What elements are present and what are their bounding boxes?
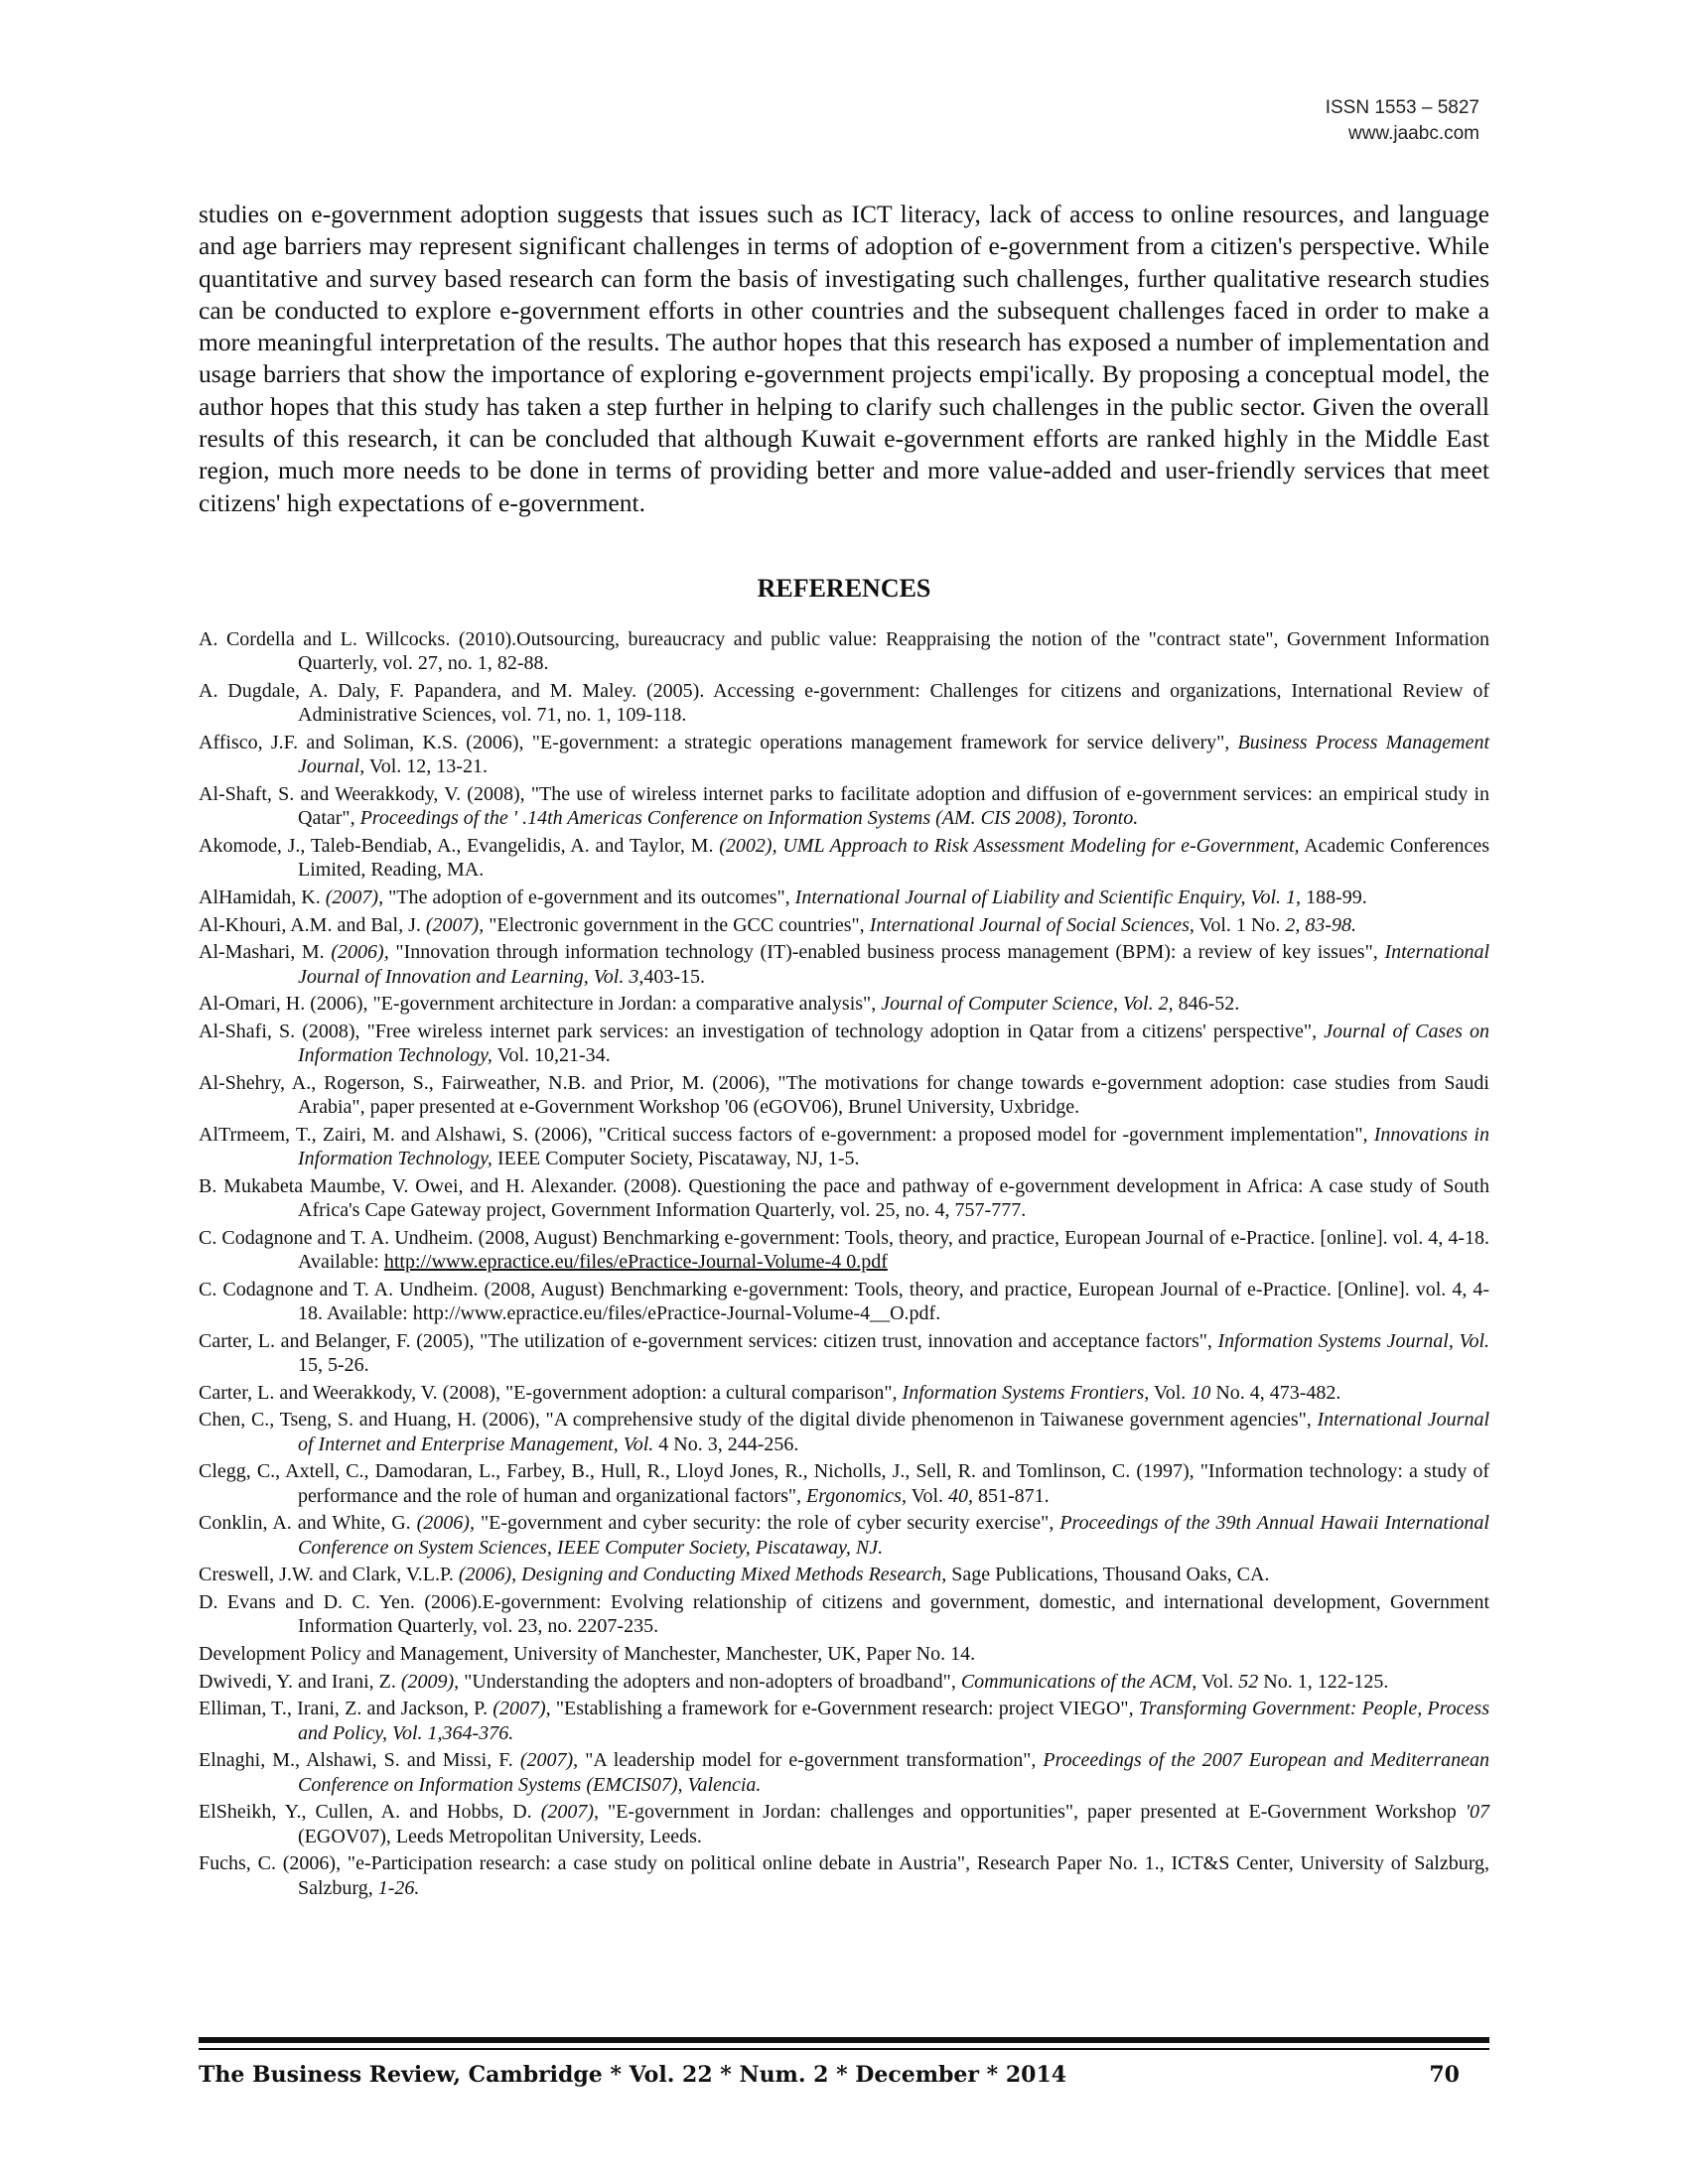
reference-text: D. Evans and D. C. Yen. (2006).E-government: Evolving relationship of citizens and government, domestic, and international development, Government Information Quarterly, vol. 23, no. 2207-235. [199, 1590, 1489, 1638]
reference-italic-text: Proceedings of the 39th Annual Hawaii International Conference on System Sciences, IEEE Computer Society, Piscataway, NJ. [298, 1512, 1489, 1559]
reference-italic-text: Ergonomics, [806, 1484, 907, 1507]
reference-item [199, 1851, 1489, 1900]
reference-text: C. Codagnone and T. A. Undheim. (2008, August) Benchmarking e-government: Tools, theory, and practice, European Journal of e-Practice. [Online]. vol. 4, 4-18. Available: http://www.epractice.eu/files/ePractice-Journal-Volume-4__O.pdf. [199, 1278, 1489, 1325]
reference-text: Vol. [1149, 1381, 1192, 1404]
reference-text: Chen, C., Tseng, S. and Huang, H. (2006), "A comprehensive study of the digital divide phenomenon in Taiwanese government agencies", [199, 1409, 1318, 1432]
reference-italic-text: 1-26. [377, 1876, 420, 1899]
reference-text: "E-government in Jordan: challenges and opportunities", paper presented at E-Government Workshop [599, 1801, 1466, 1824]
footer-rule-thick [199, 2037, 1489, 2043]
reference-text: Academic Conferences Limited, Reading, MA. [298, 835, 1489, 882]
reference-text: "Understanding the adopters and non-adopters of broadband", [459, 1670, 961, 1693]
reference-text: Conklin, A. and White, G. [199, 1512, 417, 1535]
reference-italic-text: Information Systems Journal, Vol. [1217, 1329, 1490, 1352]
reference-text: Al-Shaft, S. and Weerakkody, V. (2008), "The use of wireless internet parks to facilitate adoption and diffusion of e-government services: an empirical study in Qatar", [199, 783, 1489, 830]
reference-italic-text: (2006), Designing and Conducting Mixed Methods Research, [458, 1564, 947, 1586]
reference-italic-text: 10 [1191, 1381, 1211, 1404]
reference-italic-text: 52 [1238, 1670, 1259, 1693]
reference-text: No. 4, 473-482. [1210, 1381, 1341, 1404]
footer-rule-thin [199, 2048, 1489, 2050]
reference-italic-text: Journal of Cases on Information Technology, [298, 1020, 1489, 1067]
reference-text: Elliman, T., Irani, Z. and Jackson, P. [199, 1698, 493, 1720]
reference-text: Carter, L. and Belanger, F. (2005), "The utilization of e-government services: citizen trust, innovation and acceptance factors", [199, 1329, 1218, 1352]
reference-item [199, 782, 1489, 831]
reference-item [199, 731, 1489, 779]
reference-italic-text: Innovations in Information Technology, [298, 1123, 1489, 1170]
reference-text: C. Codagnone and T. A. Undheim. (2008, August) Benchmarking e-government: Tools, theory, and practice, European Journal of e-Practice. [online]. vol. 4, 4-18. Available: [199, 1226, 1489, 1274]
reference-item [199, 1071, 1489, 1120]
reference-italic-text: International Journal of Internet and Enterprise Management, Vol. [298, 1409, 1490, 1455]
reference-text: Al-Shafi, S. (2008), "Free wireless internet park services: an investigation of technology adoption in Qatar from a citizens' perspective", [199, 1020, 1325, 1042]
reference-item [199, 1642, 1489, 1666]
reference-italic-text: (2007), [492, 1698, 551, 1720]
reference-item [199, 1590, 1489, 1639]
reference-item [199, 1800, 1489, 1848]
reference-text: B. Mukabeta Maumbe, V. Owei, and H. Alexander. (2008). Questioning the pace and pathway of e-government development in Africa: A case study of South Africa's Cape Gateway project, Government Information Quarterly, vol. 25, no. 4, 757-777. [199, 1174, 1489, 1222]
body-paragraph: studies on e-government adoption suggests that issues such as ICT literacy, lack of access to online resources, and language and age barriers may represent significant challenges in terms of adoption of e-government from a citizen's perspective. While quantitative and survey based research can form the basis of investigating such challenges, further qualitative research studies can be conducted to explore e-government efforts in other countries and the subsequent challenges faced in order to make a more meaningful interpretation of the results. The author hopes that this research has exposed a number of implementation and usage barriers that show the importance of exploring e-government projects empi'ically. By proposing a conceptual model, the author hopes that this study has taken a step further in helping to clarify such challenges in the public sector. Given the overall results of this research, it can be concluded that although Kuwait e-government efforts are ranked highly in the Middle East region, much more needs to be done in terms of providing better and more value-added and user-friendly services that meet citizens' high expectations of e-government. [199, 200, 1489, 517]
reference-text: No. 1, 122-125. [1258, 1670, 1389, 1693]
reference-text: Al-Mashari, M. [199, 941, 332, 964]
reference-italic-text: (2006), [331, 941, 389, 964]
reference-text: Clegg, C., Axtell, C., Damodaran, L., Farbey, B., Hull, R., Lloyd Jones, R., Nicholls, J., Sell, R. and Tomlinson, C. (1997), "Information technology: a study of performance and the role of human and organizational factors", [199, 1460, 1489, 1507]
reference-italic-text: Communications of the ACM, [960, 1670, 1197, 1693]
reference-text: "A leadership model for e-government transformation", [578, 1749, 1044, 1772]
reference-text: Vol. [1196, 1670, 1239, 1693]
reference-item [199, 913, 1489, 937]
reference-item [199, 1381, 1489, 1405]
reference-italic-text: Journal of Computer Science, Vol. 2, [881, 993, 1174, 1016]
reference-italic-text: (2007), [425, 913, 485, 936]
journal-citation: The Business Review, Cambridge * Vol. 22 * Num. 2 * December * 2014 [199, 2062, 1067, 2088]
reference-text: Fuchs, C. (2006), "e-Participation research: a case study on political online debate in Austria", Research Paper No. 1., ICT&S Center, University of Salzburg, Salzburg, [199, 1852, 1489, 1899]
reference-item [199, 1697, 1489, 1745]
reference-text: AlTrmeem, T., Zairi, M. and Alshawi, S. (2006), "Critical success factors of e-government: a proposed model for -government implementation", [199, 1123, 1374, 1146]
reference-italic-text: International Journal of Innovation and Learning, Vol. 3, [298, 941, 1489, 988]
reference-text: Development Policy and Management, University of Manchester, Manchester, UK, Paper No. 14. [199, 1642, 976, 1665]
reference-item [199, 940, 1489, 989]
website-label: www.jaabc.com [1348, 123, 1479, 144]
reference-text: Vol. 10,21-34. [492, 1044, 611, 1067]
reference-item [199, 1459, 1489, 1508]
reference-text: Al-Khouri, A.M. and Bal, J. [199, 913, 426, 936]
page-number: 70 [1429, 2062, 1460, 2088]
reference-text: Vol. 12, 13-21. [364, 755, 488, 778]
reference-italic-text: Business Process Management Journal, [298, 732, 1489, 778]
reference-italic-text: Proceedings of the 2007 European and Mediterranean Conference on Information Systems (EMCIS07), Valencia. [298, 1749, 1489, 1796]
reference-italic-text: Transforming Government: People, Process and Policy, Vol. 1,364-376. [298, 1698, 1489, 1744]
reference-text: 4 No. 3, 244-256. [653, 1433, 799, 1455]
reference-italic-text: (2002), UML Approach to Risk Assessment Modeling for e-Government, [719, 835, 1300, 857]
reference-italic-text: Information Systems Frontiers, [902, 1381, 1150, 1404]
reference-item [199, 1226, 1489, 1275]
reference-text: Vol. [906, 1484, 949, 1507]
reference-item [199, 1020, 1489, 1068]
reference-item [199, 886, 1489, 909]
reference-item [199, 1563, 1489, 1586]
reference-item [199, 834, 1489, 883]
reference-text: Elnaghi, M., Alshawi, S. and Missi, F. [199, 1749, 520, 1772]
reference-item [199, 627, 1489, 676]
reference-text: "E-government and cyber security: the role of cyber security exercise", [474, 1512, 1060, 1535]
reference-italic-text: '07 [1465, 1801, 1489, 1824]
page-header [1326, 95, 1479, 147]
reference-item [199, 1278, 1489, 1326]
reference-italic-text: International Journal of Liability and Scientific Enquiry, Vol. 1, [794, 887, 1302, 908]
reference-text: A. Dugdale, A. Daly, F. Papandera, and M. Maley. (2005). Accessing e-government: Challenges for citizens and organizations, International Review of Administrative Sciences, vol. 71, no. 1, 109-118. [199, 680, 1489, 727]
reference-text: 188-99. [1301, 887, 1367, 908]
issn-label: ISSN 1553 – 5827 [1325, 97, 1479, 118]
reference-italic-text: (2007), [540, 1801, 600, 1824]
reference-text: ElSheikh, Y., Cullen, A. and Hobbs, D. [199, 1801, 541, 1824]
reference-text: Sage Publications, Thousand Oaks, CA. [946, 1564, 1270, 1586]
reference-italic-text: International Journal of Social Sciences, [869, 913, 1195, 936]
reference-item [199, 1408, 1489, 1456]
reference-italic-text: (2009), [400, 1670, 460, 1693]
reference-text: IEEE Computer Society, Piscataway, NJ, 1-5. [492, 1148, 860, 1170]
reference-italic-text: (2006), [416, 1512, 475, 1535]
reference-item [199, 679, 1489, 728]
reference-link[interactable]: http://www.epractice.eu/files/ePractice-Journal-Volume-4 0.pdf [383, 1251, 888, 1274]
reference-text: "Electronic government in the GCC countries", [484, 913, 870, 936]
reference-text: "Innovation through information technology (IT)-enabled business process management (BPM): a review of key issues", [388, 941, 1385, 964]
reference-item [199, 1123, 1489, 1171]
reference-text: "The adoption of e-government and its outcomes", [383, 887, 795, 908]
reference-text: A. Cordella and L. Willcocks. (2010).Outsourcing, bureaucracy and public value: Reappraising the notion of the "contract state", Government Information Quarterly, vol. 27, no. 1, 82-88. [199, 628, 1489, 675]
reference-text: 846-52. [1173, 993, 1240, 1016]
reference-text: 403-15. [643, 965, 705, 988]
reference-text: AlHamidah, K. [199, 887, 326, 908]
reference-text: 851-871. [973, 1484, 1050, 1507]
reference-text: (EGOV07), Leeds Metropolitan University, Leeds. [298, 1825, 702, 1847]
reference-list [199, 627, 1489, 1903]
reference-item [199, 1329, 1489, 1378]
page-footer [199, 2057, 1460, 2093]
reference-text: "Establishing a framework for e-Government research: project VIEGO", [550, 1698, 1139, 1720]
reference-text: Dwivedi, Y. and Irani, Z. [199, 1670, 401, 1693]
reference-italic-text: 40, [948, 1484, 974, 1507]
references-heading: REFERENCES [757, 574, 931, 603]
reference-text: 15, 5-26. [298, 1354, 369, 1377]
reference-text: Carter, L. and Weerakkody, V. (2008), "E-government adoption: a cultural comparison", [199, 1381, 903, 1404]
reference-item [199, 1670, 1489, 1694]
reference-text: Al-Omari, H. (2006), "E-government architecture in Jordan: a comparative analysis", [199, 993, 882, 1016]
reference-item [199, 1511, 1489, 1560]
reference-item [199, 1748, 1489, 1797]
reference-text: Creswell, J.W. and Clark, V.L.P. [199, 1564, 459, 1586]
reference-text: Vol. 1 No. [1194, 913, 1286, 936]
reference-item [199, 992, 1489, 1016]
reference-italic-text: Proceedings of the ' .14th Americas Conference on Information Systems (AM. CIS 2008), Toronto. [359, 807, 1139, 830]
reference-italic-text: (2007), [519, 1749, 579, 1772]
reference-text: Akomode, J., Taleb-Bendiab, A., Evangelidis, A. and Taylor, M. [199, 835, 720, 857]
reference-item [199, 1174, 1489, 1223]
reference-text: Affisco, J.F. and Soliman, K.S. (2006), "E-government: a strategic operations management framework for service delivery", [199, 732, 1238, 753]
reference-italic-text: 2, 83-98. [1285, 913, 1357, 936]
reference-italic-text: (2007), [325, 887, 384, 908]
reference-text: Al-Shehry, A., Rogerson, S., Fairweather, N.B. and Prior, M. (2006), "The motivations for change towards e-government adoption: case studies from Saudi Arabia", paper presented at e-Government Workshop '06 (eGOV06), Brunel University, Uxbridge. [199, 1071, 1489, 1119]
